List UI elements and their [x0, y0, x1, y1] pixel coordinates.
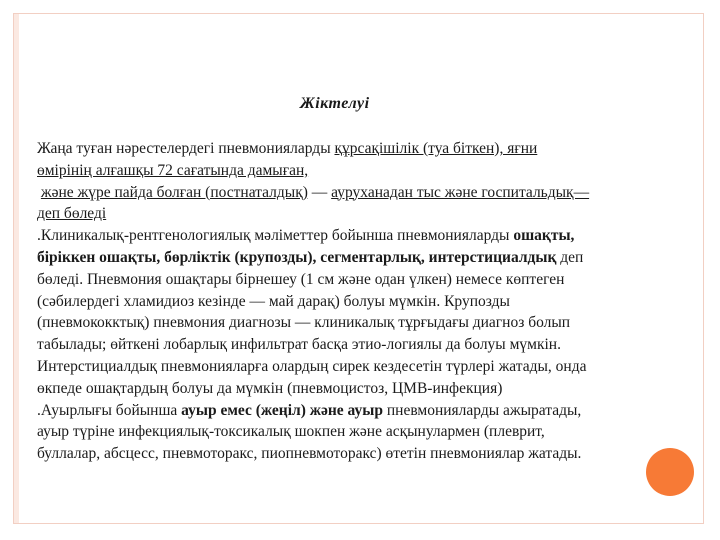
body-line-14: ауыр түріне инфекциялық-токсикалық шокпен және асқынулармен (плеврит,: [37, 423, 545, 441]
orange-circle-decoration: [646, 448, 694, 496]
body-line-2: өмірінің алғашқы 72 сағатында дамыған,: [37, 161, 309, 179]
congenital-term: құрсақішілік (туа біткен), яғни: [334, 140, 538, 157]
community-hospital-term: ауруханадан тыс және госпитальдық—: [331, 183, 590, 201]
slide-body: [37, 138, 687, 465]
body-line-8: (сәбилердегі хламидиоз кезінде — май дарақ) болуы мүмкін. Крупозды: [37, 292, 510, 310]
body-line-10: табылады; өйткені лобарлық инфильтрат басқа этио-логиялы да болуы мүмкін.: [37, 336, 561, 354]
body-line-6: [37, 247, 687, 269]
line-13-prefix: .Ауырлығы бойынша: [37, 401, 182, 419]
body-line-15: буллалар, абсцесс, пневмоторакс, пиопневмоторакс) өтетін пневмониялар жатады.: [37, 445, 582, 463]
body-line-11: Интерстициалдық пневмонияларға олардың сирек кездесетін түрлері жатады, онда: [37, 357, 587, 375]
acquired-term: және жүре пайда болған (постнаталдық): [40, 183, 308, 201]
classification-terms: біріккен ошақты, бөрліктік (крупозды), сегментарлық, интерстициалдық: [37, 248, 557, 266]
body-line-1: [37, 138, 687, 160]
line-5-text: .Клиникалық-рентгенологиялық мәліметтер бойынша пневмонияларды: [37, 227, 514, 245]
dash-separator: —: [307, 183, 332, 201]
body-line-13: [37, 400, 687, 422]
line-13-suffix: пневмонияларды ажыратады,: [383, 401, 582, 419]
line-1-text: Жаңа туған нәрестелердегі пневмонияларды: [37, 140, 335, 157]
body-line-4: деп бөледі: [37, 205, 107, 223]
slide-title: Жіктелуі: [300, 95, 370, 112]
body-line-7: бөледі. Пневмония ошақтары бірнешеу (1 см және одан үлкен) немесе көптеген: [37, 270, 565, 288]
severity-terms: ауыр емес (жеңіл) және ауыр: [181, 401, 383, 419]
focal-term: ошақты,: [513, 227, 575, 245]
body-line-5: [37, 225, 687, 247]
line-6-suffix: деп: [556, 248, 584, 266]
body-line-3: [37, 182, 687, 204]
body-line-12: өкпеде ошақтардың болуы да мүмкін (пневмоцистоз, ЦМВ-инфекция): [37, 379, 503, 397]
body-line-9: (пневмококктық) пневмония диагнозы — клиникалық тұрғыдағы диагноз болып: [37, 314, 571, 332]
